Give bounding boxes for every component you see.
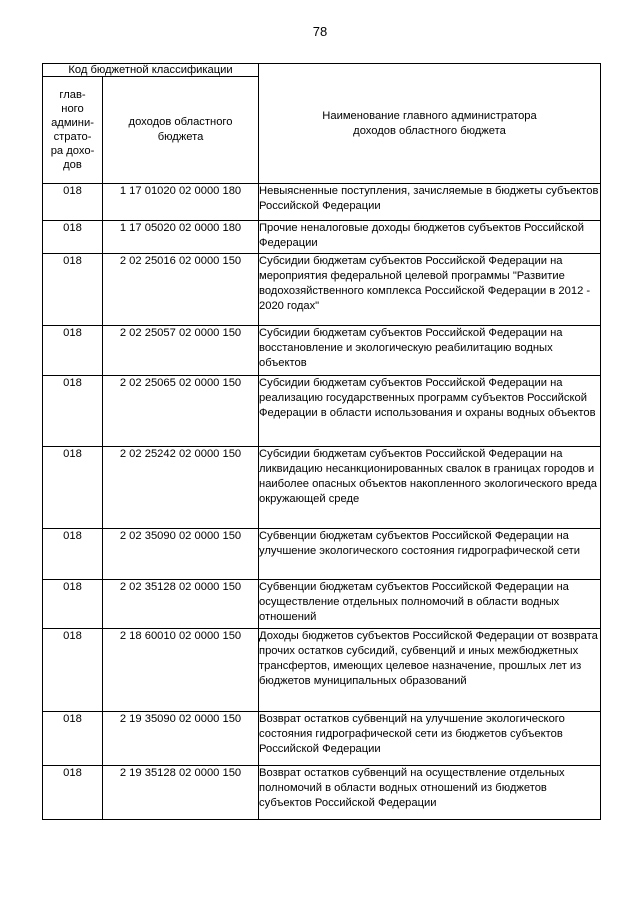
revenue-code-cell: 2 02 35128 02 0000 150	[103, 580, 259, 629]
table-row	[43, 529, 601, 580]
revenue-code-cell: 2 02 25057 02 0000 150	[103, 326, 259, 376]
revenue-code-cell: 1 17 05020 02 0000 180	[103, 221, 259, 254]
revenue-name-cell: Субвенции бюджетам субъектов Российской Федерации на улучшение экологического состояния гидрографической сети	[259, 529, 601, 580]
revenue-code-cell: 2 19 35090 02 0000 150	[103, 712, 259, 766]
admin-code-cell: 018	[43, 766, 103, 820]
page-number: 78	[312, 24, 328, 39]
table-row	[43, 254, 601, 326]
admin-code-cell: 018	[43, 326, 103, 376]
revenue-code-cell: 2 18 60010 02 0000 150	[103, 629, 259, 712]
revenue-name-cell: Возврат остатков субвенций на улучшение экологического состояния гидрографической сети из бюджетов субъектов Российской Федерации	[259, 712, 601, 766]
revenue-name-cell: Субсидии бюджетам субъектов Российской Федерации на реализацию государственных программ субъектов Российской Федерации в области использования и охраны водных объектов	[259, 376, 601, 447]
header-main-administrator: глав- ного админи- страто- ра дохо- дов	[43, 77, 103, 184]
revenue-name-cell: Субсидии бюджетам субъектов Российской Федерации на мероприятия федеральной целевой программы "Развитие водохозяйственного комплекса Российской Федерации в 2012 - 2020 годах"	[259, 254, 601, 326]
table-row	[43, 376, 601, 447]
revenue-code-cell: 2 02 25016 02 0000 150	[103, 254, 259, 326]
revenue-code-cell: 1 17 01020 02 0000 180	[103, 184, 259, 221]
admin-code-cell: 018	[43, 184, 103, 221]
table-row	[43, 184, 601, 221]
table-row	[43, 221, 601, 254]
admin-code-cell: 018	[43, 221, 103, 254]
header-revenue-code: доходов областного бюджета	[103, 77, 259, 184]
revenue-name-cell: Невыясненные поступления, зачисляемые в бюджеты субъектов Российской Федерации	[259, 184, 601, 221]
admin-code-cell: 018	[43, 712, 103, 766]
table-row	[43, 712, 601, 766]
revenue-name-cell: Субсидии бюджетам субъектов Российской Федерации на ликвидацию несанкционированных свалок в границах городов и наиболее опасных объектов накопленного экологического вреда окружающей среде	[259, 447, 601, 529]
revenue-name-cell: Прочие неналоговые доходы бюджетов субъектов Российской Федерации	[259, 221, 601, 254]
header-administrator-name: Наименование главного администратора доходов областного бюджета	[259, 64, 601, 184]
admin-code-cell: 018	[43, 580, 103, 629]
revenue-name-cell: Возврат остатков субвенций на осуществление отдельных полномочий в области водных отношений из бюджетов субъектов Российской Федерации	[259, 766, 601, 820]
admin-code-cell: 018	[43, 254, 103, 326]
admin-code-cell: 018	[43, 529, 103, 580]
admin-code-cell: 018	[43, 376, 103, 447]
revenue-code-cell: 2 19 35128 02 0000 150	[103, 766, 259, 820]
admin-code-cell: 018	[43, 629, 103, 712]
admin-code-cell: 018	[43, 447, 103, 529]
revenue-name-cell: Доходы бюджетов субъектов Российской Федерации от возврата прочих остатков субсидий, субвенций и иных межбюджетных трансфертов, имеющих целевое назначение, прошлых лет из бюджетов муниципальных образований	[259, 629, 601, 712]
header-budget-classification-code: Код бюджетной классификации	[43, 64, 259, 77]
revenue-code-cell: 2 02 25065 02 0000 150	[103, 376, 259, 447]
revenue-name-cell: Субсидии бюджетам субъектов Российской Федерации на восстановление и экологическую реабилитацию водных объектов	[259, 326, 601, 376]
table-row	[43, 629, 601, 712]
revenue-code-cell: 2 02 35090 02 0000 150	[103, 529, 259, 580]
table-row	[43, 326, 601, 376]
table-row	[43, 766, 601, 820]
revenue-code-cell: 2 02 25242 02 0000 150	[103, 447, 259, 529]
budget-classification-table	[42, 63, 601, 820]
table-row	[43, 580, 601, 629]
revenue-name-cell: Субвенции бюджетам субъектов Российской Федерации на осуществление отдельных полномочий в области водных отношений	[259, 580, 601, 629]
table-row	[43, 447, 601, 529]
